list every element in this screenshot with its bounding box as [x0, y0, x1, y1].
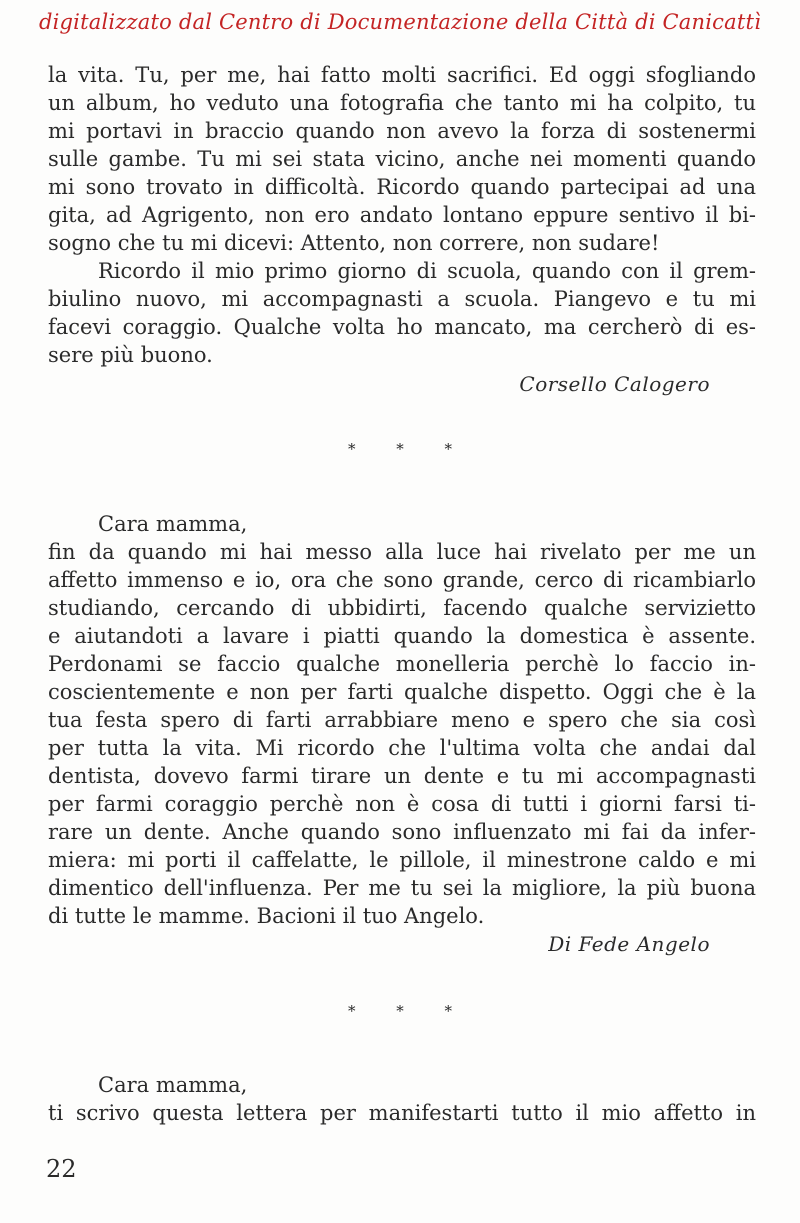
text-line: la vita. Tu, per me, hai fatto molti sacrifici. Ed oggi sfogliando — [48, 63, 756, 87]
text-line: Ricordo il mio primo giorno di scuola, quando con il grem- — [98, 259, 756, 283]
text-line: per farmi coraggio perchè non è cosa di tutti i giorni farsi ti- — [48, 792, 756, 816]
text-line: sulle gambe. Tu mi sei stata vicino, anche nei momenti quando — [48, 147, 756, 171]
text-line: mi portavi in braccio quando non avevo la forza di sostenermi — [48, 119, 756, 143]
text-line: ti scrivo questa lettera per manifestarti tutto il mio affetto in — [48, 1101, 756, 1125]
text-line: sere più buono. — [48, 343, 213, 367]
letter-salutation: Cara mamma, — [98, 512, 248, 536]
letter-signature: Corsello Calogero — [519, 372, 710, 396]
text-line: tua festa spero di farti arrabbiare meno e spero che sia così — [48, 708, 756, 732]
text-line: un album, ho veduto una fotografia che tanto mi ha colpito, tu — [48, 91, 756, 115]
page-number: 22 — [46, 1155, 77, 1183]
text-line: sogno che tu mi dicevi: Attento, non correre, non sudare! — [48, 231, 660, 255]
text-line: gita, ad Agrigento, non ero andato lontano eppure sentivo il bi- — [48, 203, 756, 227]
text-line: rare un dente. Anche quando sono influenzato mi fai da infer- — [48, 820, 756, 844]
text-line: biulino nuovo, mi accompagnasti a scuola. Piangevo e tu mi — [48, 287, 756, 311]
text-line: facevi coraggio. Qualche volta ho mancato, ma cercherò di es- — [48, 315, 756, 339]
text-line: e aiutandoti a lavare i piatti quando la domestica è assente. — [48, 624, 756, 648]
text-line: dimentico dell'influenza. Per me tu sei la migliore, la più buona — [48, 876, 756, 900]
text-line: dentista, dovevo farmi tirare un dente e tu mi accompagnasti — [48, 764, 756, 788]
letter-salutation: Cara mamma, — [98, 1073, 248, 1097]
text-line: coscientemente e non per farti qualche dispetto. Oggi che è la — [48, 680, 756, 704]
section-separator: * * * — [347, 440, 471, 458]
digitization-watermark: digitalizzato dal Centro di Documentazione della Città di Canicattì — [38, 10, 762, 34]
text-line: mi sono trovato in difficoltà. Ricordo quando partecipai ad una — [48, 175, 756, 199]
text-line: fin da quando mi hai messo alla luce hai rivelato per me un — [48, 540, 756, 564]
text-line: miera: mi porti il caffelatte, le pillole, il minestrone caldo e mi — [48, 848, 756, 872]
text-line: studiando, cercando di ubbidirti, facendo qualche servizietto — [48, 596, 756, 620]
text-line: di tutte le mamme. Bacioni il tuo Angelo. — [48, 904, 485, 928]
text-line: Perdonami se faccio qualche monelleria perchè lo faccio in- — [48, 652, 756, 676]
letter-signature: Di Fede Angelo — [548, 932, 710, 956]
section-separator: * * * — [347, 1002, 471, 1020]
text-line: per tutta la vita. Mi ricordo che l'ultima volta che andai dal — [48, 736, 756, 760]
text-line: affetto immenso e io, ora che sono grande, cerco di ricambiarlo — [48, 568, 756, 592]
